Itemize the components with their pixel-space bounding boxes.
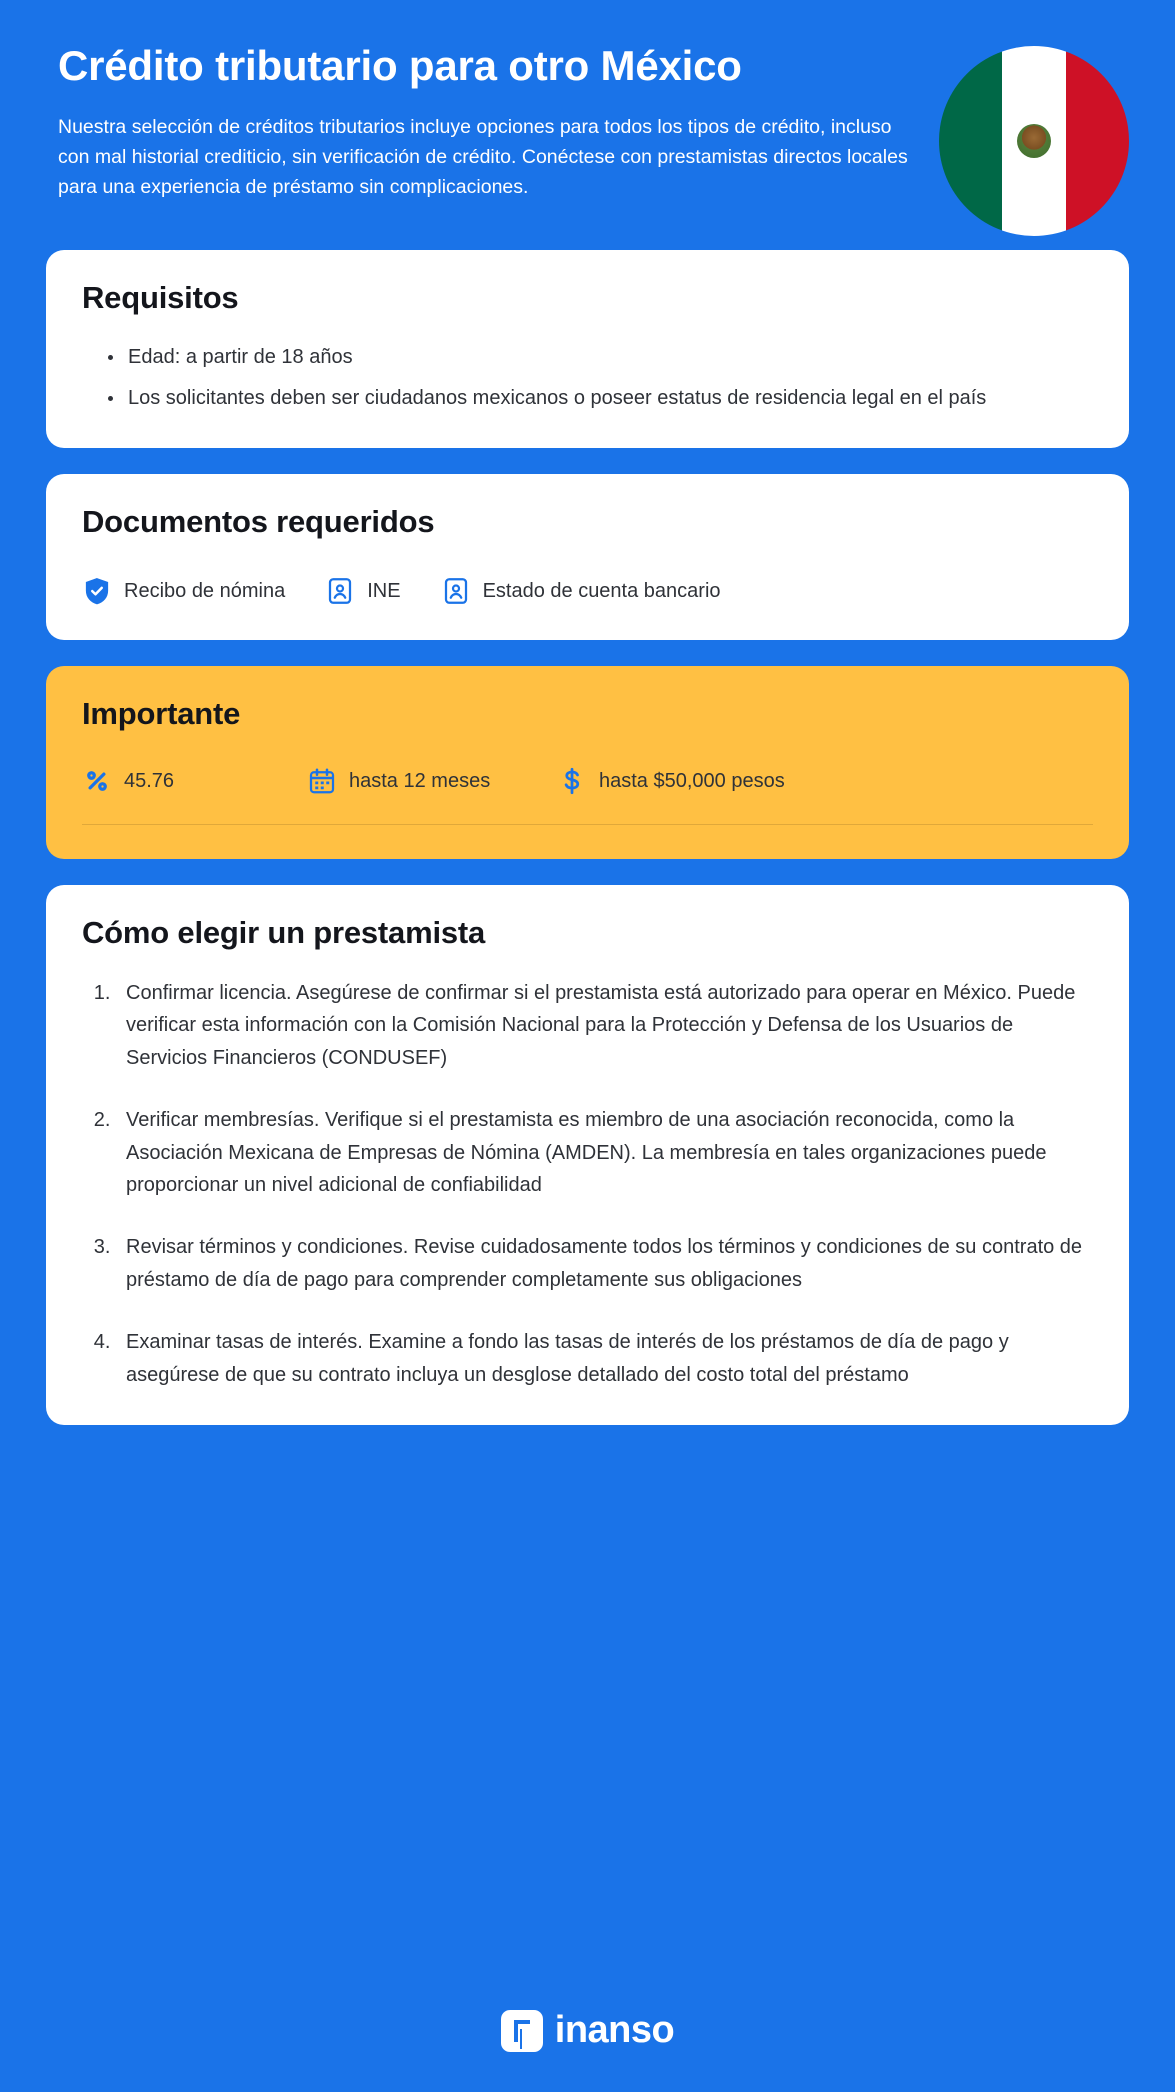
list-item: Los solicitantes deben ser ciudadanos mexicanos o poseer estatus de residencia legal en el país bbox=[108, 383, 1093, 414]
fact-label: hasta 12 meses bbox=[349, 769, 491, 792]
how-to-choose-card bbox=[46, 885, 1129, 1425]
fact-rate bbox=[82, 766, 307, 796]
shield-check-icon bbox=[82, 576, 112, 606]
how-to-choose-list bbox=[82, 977, 1093, 1391]
fact-label: 45.76 bbox=[124, 769, 175, 792]
header-text-block bbox=[58, 42, 908, 203]
list-item bbox=[441, 576, 721, 606]
flag-stripe-white bbox=[1002, 46, 1065, 236]
brand-name: inanso bbox=[554, 2009, 675, 2051]
list-item: 3. Revisar términos y condiciones. Revise cuidadosamente todos los términos y condiciones de su contrato de préstamo de día de pago para comprender completamente sus obligaciones bbox=[116, 1231, 1093, 1296]
list-item: 1. Confirmar licencia. Asegúrese de confirmar si el prestamista está autorizado para operar en México. Puede verificar esta información con la Comisión Nacional para la Protección y Defensa de los Usuarios de Servicios Financieros (CONDUSEF) bbox=[116, 977, 1093, 1074]
documents-card bbox=[46, 474, 1129, 640]
list-item bbox=[325, 576, 400, 606]
finanso-logo-icon bbox=[501, 2010, 543, 2052]
requirements-card bbox=[46, 250, 1129, 448]
fact-label: hasta $50,000 pesos bbox=[599, 769, 785, 792]
document-label: INE bbox=[367, 579, 401, 602]
page-title: Crédito tributario para otro México bbox=[58, 42, 742, 89]
flag-stripe-red bbox=[1066, 46, 1129, 236]
page-footer bbox=[0, 1987, 1175, 2092]
flag-stripe-green bbox=[939, 46, 1002, 236]
document-label: Recibo de nómina bbox=[124, 579, 286, 602]
important-card bbox=[46, 666, 1129, 859]
fact-amount bbox=[557, 766, 785, 796]
fact-term bbox=[307, 766, 557, 796]
documents-list bbox=[82, 576, 1093, 606]
important-heading: Importante bbox=[82, 696, 241, 731]
list-item: 2. Verificar membresías. Verifique si el prestamista es miembro de una asociación reconocida, como la Asociación Mexicana de Empresas de Nómina (AMDEN). La membresía en tales organizaciones puede proporcionar un nivel adicional de confiabilidad bbox=[116, 1104, 1093, 1201]
page-header bbox=[0, 0, 1175, 250]
list-item: Edad: a partir de 18 años bbox=[108, 342, 1093, 373]
requirements-list bbox=[82, 342, 1093, 414]
documents-heading: Documentos requeridos bbox=[82, 504, 435, 539]
list-item bbox=[82, 576, 285, 606]
important-facts bbox=[82, 766, 1093, 825]
mexico-flag-icon bbox=[939, 46, 1129, 236]
id-document-icon bbox=[325, 576, 355, 606]
calendar-icon bbox=[307, 766, 337, 796]
how-to-choose-heading: Cómo elegir un prestamista bbox=[82, 915, 486, 950]
flag-emblem bbox=[1017, 124, 1051, 158]
page-subtitle: Nuestra selección de créditos tributarios incluye opciones para todos los tipos de crédito, incluso con mal historial crediticio, sin verificación de crédito. Conéctese con prestamistas directos locales para una experiencia de préstamo sin complicaciones. bbox=[58, 115, 908, 199]
list-item: 4. Examinar tasas de interés. Examine a fondo las tasas de interés de los préstamos de día de pago y asegúrese de que su contrato incluya un desglose detallado del costo total del préstamo bbox=[116, 1326, 1093, 1391]
document-label: Estado de cuenta bancario bbox=[482, 579, 721, 602]
id-document-icon bbox=[441, 576, 471, 606]
requirements-heading: Requisitos bbox=[82, 280, 239, 315]
percent-icon bbox=[82, 766, 112, 796]
dollar-icon bbox=[557, 766, 587, 796]
